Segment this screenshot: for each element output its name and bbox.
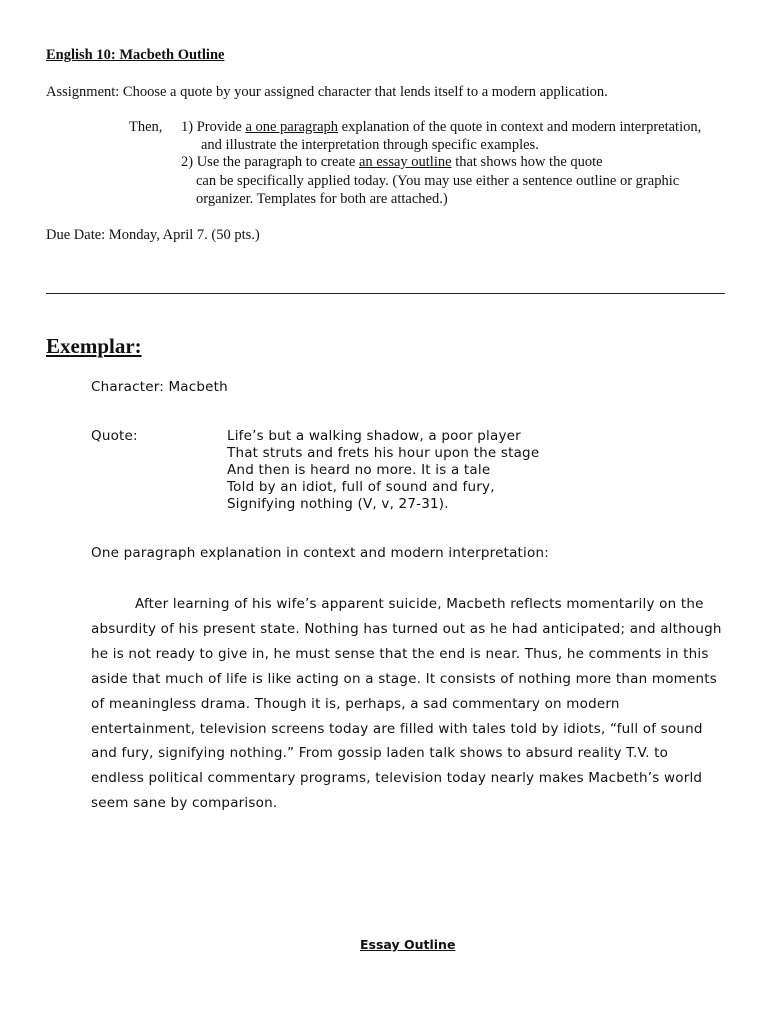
item2-underlined: an essay outline (358, 154, 452, 170)
paragraph-line: endless political commentary programs, television today nearly makes Macbeth’s world (91, 770, 703, 787)
paragraph-line: he is not ready to give in, he must sense that the end is near. Thus, he comments in this (91, 645, 709, 662)
paragraph-line: of meaningless drama. Though it is, perhaps, a sad commentary on modern (91, 695, 620, 712)
document-title: English 10: Macbeth Outline (46, 47, 225, 63)
instruction-item-1-line-2: and illustrate the interpretation through specific examples. (201, 137, 539, 153)
paragraph-line: entertainment, television screens today are filled with tales told by idiots, “full of sound (91, 720, 703, 737)
assignment-text: Assignment: Choose a quote by your assigned character that lends itself to a modern application. (46, 84, 608, 100)
horizontal-divider (46, 293, 725, 294)
quote-label: Quote: (91, 428, 138, 444)
quote-line: Told by an idiot, full of sound and fury, (227, 479, 495, 495)
quote-line: And then is heard no more. It is a tale (227, 462, 491, 478)
instruction-item-2-line-2: can be specifically applied today. (You may use either a sentence outline or graphic (196, 173, 680, 189)
explanation-paragraph (91, 592, 725, 816)
then-label: Then, (129, 119, 163, 135)
item1-prefix: 1) Provide (181, 119, 246, 135)
instruction-item-2-line-3: organizer. Templates for both are attached.) (196, 191, 448, 207)
quote-line: That struts and frets his hour upon the stage (227, 445, 540, 461)
character-line: Character: Macbeth (91, 379, 228, 395)
paragraph-line: After learning of his wife’s apparent suicide, Macbeth reflects momentarily on the (135, 596, 704, 612)
item1-suffix: explanation of the quote in context and modern interpretation, (338, 119, 702, 135)
paragraph-line: aside that much of life is like acting on a stage. It consists of nothing more than moments (91, 670, 718, 687)
paragraph-line: and fury, signifying nothing.” From gossip laden talk shows to absurd reality T.V. to (91, 745, 669, 762)
exemplar-heading: Exemplar: (46, 334, 142, 358)
paragraph-line: seem sane by comparison. (91, 795, 278, 812)
quote-line: Signifying nothing (V, v, 27-31). (227, 496, 449, 512)
essay-outline-heading: Essay Outline (360, 937, 456, 952)
explanation-label: One paragraph explanation in context and modern interpretation: (91, 545, 549, 561)
item2-suffix: that shows how the quote (451, 154, 603, 170)
quote-line: Life’s but a walking shadow, a poor player (227, 428, 521, 444)
item2-prefix: 2) Use the paragraph to create (181, 154, 359, 170)
item1-underlined: a one paragraph (245, 119, 339, 135)
instruction-item-2 (181, 154, 603, 171)
paragraph-line: absurdity of his present state. Nothing has turned out as he had anticipated; and although (91, 620, 722, 637)
instruction-item-1 (181, 119, 701, 136)
due-date: Due Date: Monday, April 7. (50 pts.) (46, 227, 260, 243)
